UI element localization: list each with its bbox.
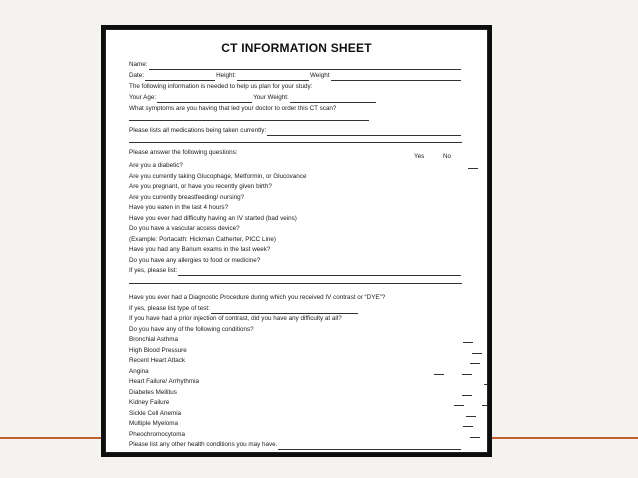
height-field[interactable] (237, 73, 309, 81)
no-header: No (443, 153, 452, 160)
height-label: Height: (216, 72, 237, 79)
question-row (129, 325, 462, 335)
condition-row (129, 419, 462, 429)
medications-field[interactable] (267, 128, 461, 136)
condition-text: Pheochromocytoma (129, 430, 185, 438)
symptoms-question: What symptoms are you having that led your doctor to order this CT scan? (129, 105, 337, 112)
medications-label: Please lists all medications being taken currently: (129, 127, 267, 134)
if-yes-label: If yes, please list: (129, 267, 178, 274)
yes-blank[interactable] (462, 395, 472, 396)
condition-text: Recent Heart Attack (129, 357, 185, 364)
name-label: Name: (129, 61, 148, 68)
question-text: Do you have any allergies to food or medicine? (129, 256, 261, 264)
answer-prompt: Please answer the following questions: (129, 149, 238, 156)
slide-accent-line-left (0, 437, 104, 439)
question-text: Do you have a vascular access device? (129, 225, 240, 232)
condition-text: Bronchial Asthma (129, 336, 179, 343)
question-text: Have you ever had difficulty having an IV started (bad veins) (129, 214, 297, 222)
age-weight-row (129, 93, 377, 103)
condition-row (129, 398, 462, 408)
question-text: Are you a diabetic? (129, 162, 183, 169)
date-label: Date: (129, 72, 145, 79)
question-text: If you have had a prior injection of contrast, did you have any difficulty at all? (129, 315, 342, 322)
date-field[interactable] (145, 73, 215, 81)
test-type-field[interactable] (211, 306, 358, 314)
condition-row (129, 388, 462, 398)
name-row (129, 60, 462, 70)
condition-row (129, 430, 462, 440)
condition-text: Angina (129, 367, 149, 375)
condition-row (129, 346, 462, 356)
yes-blank[interactable] (466, 416, 476, 417)
form-title: CT INFORMATION SHEET (221, 41, 372, 55)
question-row (129, 256, 462, 266)
question-row (129, 235, 462, 245)
question-text: (Example: Portacath: Hickman Catherter, PICC Line) (129, 235, 276, 243)
yes-blank[interactable] (470, 437, 480, 438)
condition-row (129, 367, 462, 377)
question-text: Have you eaten in the last 4 hours? (129, 204, 229, 211)
condition-text: Diabetes Mellitus (129, 388, 177, 396)
condition-text: Kidney Failure (129, 399, 170, 406)
condition-text: High Blood Pressure (129, 346, 187, 354)
medications-answer-line[interactable] (129, 142, 462, 143)
weight-label: Weight (310, 72, 330, 79)
yes-blank[interactable] (468, 168, 478, 169)
condition-text: Heart Failure/ Arrhythmia (129, 378, 199, 385)
question-row (129, 214, 462, 224)
age-label: Your Age: (129, 94, 157, 101)
weight-field[interactable] (331, 73, 462, 81)
question-text: Do you have any of the following conditions? (129, 325, 254, 333)
intro-text: The following information is needed to help us plan for your study: (129, 83, 313, 90)
yes-blank[interactable] (434, 374, 444, 375)
other-conditions-label: Please list any other health conditions you may have. (129, 441, 278, 448)
medications-row (129, 126, 462, 136)
test-type-label: If yes, please list type of test: (129, 304, 210, 312)
yes-blank[interactable] (470, 363, 480, 364)
other-conditions-row (129, 440, 462, 450)
slide-accent-line-right (490, 437, 638, 439)
yes-blank[interactable] (472, 353, 482, 354)
name-field[interactable] (149, 62, 461, 70)
no-blank[interactable] (482, 405, 488, 406)
question-text: Are you pregnant, or have you recently given birth? (129, 183, 272, 190)
other-conditions-field[interactable] (278, 442, 461, 450)
question-row (129, 182, 462, 192)
yes-header: Yes (414, 153, 425, 160)
question-row (129, 161, 462, 171)
age-field[interactable] (157, 95, 252, 103)
question-row (129, 203, 462, 213)
no-blank[interactable] (462, 374, 472, 375)
question-row (129, 314, 462, 324)
question-row (129, 193, 462, 203)
question-row (129, 224, 462, 234)
diagnostic-question: Have you ever had a Diagnostic Procedure during which you received IV contrast or “DYE”? (129, 294, 386, 301)
allergy-list-row (129, 266, 462, 276)
ct-information-sheet (105, 29, 488, 453)
question-text: Have you had any Barium exams in the last week? (129, 246, 271, 253)
question-row (129, 245, 462, 255)
condition-row (129, 356, 462, 366)
test-type-row (129, 304, 359, 314)
document-frame (101, 25, 492, 457)
yes-blank[interactable] (454, 405, 464, 406)
question-text: Are you currently breastfeeding/ nursing? (129, 193, 245, 201)
condition-row (129, 409, 462, 419)
symptoms-answer-line[interactable] (129, 120, 369, 121)
your-weight-field[interactable] (290, 95, 376, 103)
yes-blank[interactable] (463, 342, 473, 343)
allergy-list-field[interactable] (178, 268, 461, 276)
condition-row (129, 377, 462, 387)
allergy-answer-line[interactable] (129, 283, 462, 284)
your-weight-label: Your Weight: (253, 94, 289, 101)
condition-row (129, 335, 462, 345)
yes-blank[interactable] (484, 384, 488, 385)
date-height-weight-row (129, 71, 462, 81)
question-row (129, 172, 462, 182)
question-text: Are you currently taking Glucophage, Metformin, or Glucovance (129, 172, 307, 180)
yes-blank[interactable] (463, 426, 473, 427)
condition-text: Multiple Myeloma (129, 420, 178, 427)
condition-text: Sickle Cell Anemia (129, 409, 182, 417)
